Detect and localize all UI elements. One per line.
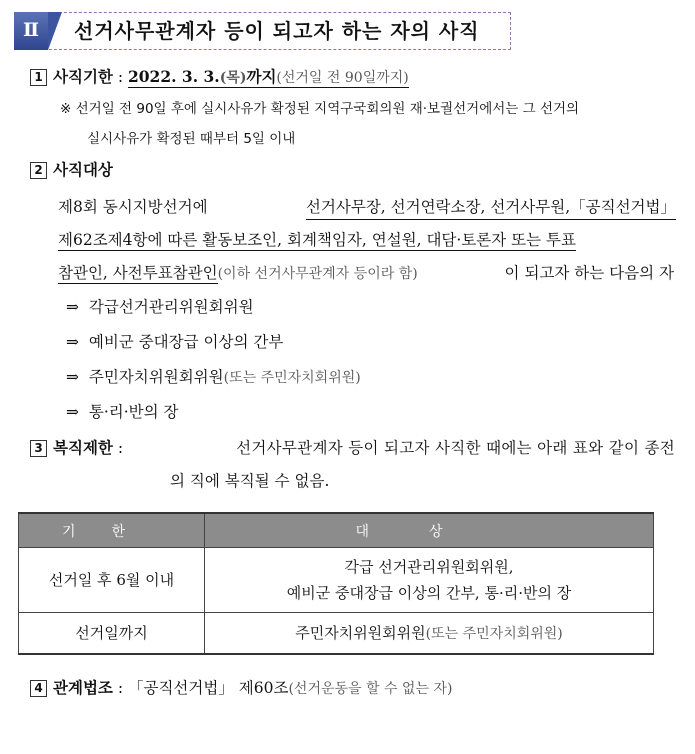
item1-label: 사직기한 bbox=[53, 67, 113, 86]
cell-target: 주민자치위원회위원(또는 주민자치회위원) bbox=[205, 613, 654, 655]
header-period: 기한 bbox=[19, 513, 205, 548]
cell-period: 선거일까지 bbox=[19, 613, 205, 655]
item1-deadline: 2022. 3. 3.(목)까지(선거일 전 90일까지) bbox=[127, 67, 409, 86]
item4-label: 관계법조 bbox=[53, 678, 113, 697]
item2-text-line2: 제62조제4항에 따른 활동보조인, 회계책임자, 연설원, 대담·토론자 또는 투표 bbox=[58, 231, 577, 249]
target-item: ⇒ 통·리·반의 장 bbox=[66, 403, 179, 421]
badge-decoration bbox=[48, 12, 62, 50]
item3-line2: 의 직에 복직될 수 없음. bbox=[170, 472, 330, 490]
item2-label: 사직대상 bbox=[53, 160, 113, 179]
item1-note-line2: 실시사유가 확정된 때부터 5일 이내 bbox=[87, 131, 296, 147]
cell-target: 각급 선거관리위원회위원, 예비군 중대장급 이상의 간부, 통·리·반의 장 bbox=[205, 548, 654, 613]
item1-heading: 1 사직기한 : 2022. 3. 3.(목)까지(선거일 전 90일까지) bbox=[30, 66, 409, 89]
item3-line1: 3 복직제한 : 선거사무관계자 등이 되고자 사직한 때에는 아래 표와 같이 종전 bbox=[30, 437, 675, 459]
reinstatement-table bbox=[18, 512, 654, 655]
item1-note-line1: ※ 선거일 전 90일 후에 실시사유가 확정된 지역구국회의원 재·보궐선거에서는 그 선거의 bbox=[60, 101, 580, 117]
item4-line: 4 관계법조 : 「공직선거법」 제60조(선거운동을 할 수 없는 자) bbox=[30, 677, 452, 700]
target-item: ⇒ 예비군 중대장급 이상의 간부 bbox=[66, 333, 284, 351]
section-number-badge: Ⅱ bbox=[14, 12, 48, 50]
table-header-row bbox=[19, 513, 654, 548]
item3-number: 3 bbox=[30, 440, 47, 457]
cell-period: 선거일 후 6월 이내 bbox=[19, 548, 205, 613]
item1-number: 1 bbox=[30, 69, 47, 86]
item2-heading bbox=[30, 159, 113, 181]
item4-number: 4 bbox=[30, 680, 47, 697]
item2-number: 2 bbox=[30, 162, 47, 179]
item3-label: 복직제한 bbox=[53, 438, 113, 457]
section-title: 선거사무관계자 등이 되고자 하는 자의 사직 bbox=[74, 19, 480, 43]
item2-text-line3: 참관인, 사전투표참관인(이하 선거사무관계자 등이라 함) 이 되고자 하는 다음의 자 bbox=[58, 264, 674, 282]
header-target: 대상 bbox=[205, 513, 654, 548]
target-item: ⇒ 주민자치위원회위원(또는 주민자치회위원) bbox=[66, 368, 361, 386]
table-row bbox=[19, 548, 654, 613]
item2-text-line1: 제8회 동시지방선거에 선거사무장, 선거연락소장, 선거사무원,「공직선거법」 bbox=[58, 196, 676, 220]
table-row bbox=[19, 613, 654, 655]
target-item: ⇒ 각급선거관리위원회위원 bbox=[66, 298, 254, 316]
